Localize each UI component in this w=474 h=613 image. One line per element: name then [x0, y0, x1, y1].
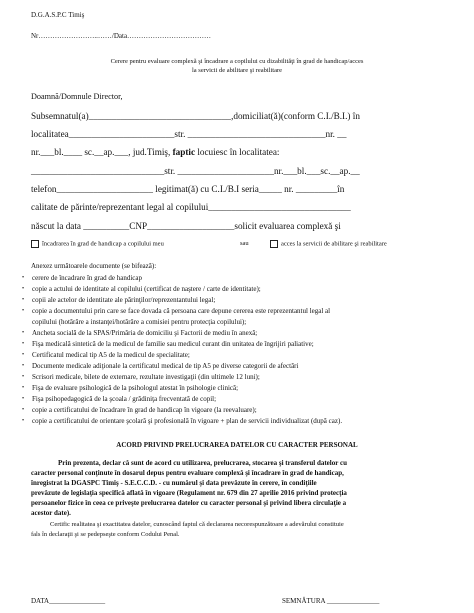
- annex-checkbox[interactable]: •: [22, 329, 25, 336]
- annex-item: Fişa medicală sintetică de la medicul de familie sau medicul curant din unitatea de îngrijiri paliative;: [32, 340, 314, 348]
- greeting: Doamnă/Domnule Director,: [31, 92, 123, 101]
- annex-checkbox[interactable]: •: [22, 274, 25, 281]
- gdpr-paragraph-line: persoanelor fizice în ceea ce priveşte prelucrarea datelor cu caracter personal şi privind libera circulaţie a: [31, 499, 347, 507]
- annex-item: Certificatul medical tip A5 de la medicul de specialitate;: [32, 351, 190, 359]
- option-sau: sau: [240, 240, 249, 247]
- certification-line: fals în declaraţii şi se pedepseşte conform Codului Penal.: [31, 531, 180, 538]
- footer-date[interactable]: DATA________________: [31, 597, 106, 605]
- annex-checkbox[interactable]: •: [22, 340, 25, 347]
- annex-item: copie a certificatului de orientare şcolară şi profesională în vigoare + plan de servicii individualizat (după caz).: [32, 417, 343, 425]
- annex-item: Scrisori medicale, bilete de externare, rezultate investigaţii (din ultimele 12 luni);: [32, 373, 260, 381]
- annex-checkbox[interactable]: •: [22, 307, 25, 314]
- annex-item: Fişa de evaluare psihologică de la psihologul atestat în psihologie clinică;: [32, 384, 239, 392]
- form-line-6: calitate de părinte/reprezentant legal al copilului_______________________________: [31, 202, 351, 212]
- option-services-label: acces la servicii de abilitare şi reabilitare: [281, 240, 387, 248]
- gdpr-paragraph-line: Prin prezenta, declar că sunt de acord cu utilizarea, prelucrarea, stocarea şi transferul datelor cu: [58, 459, 347, 467]
- form-line-4: _____________________________str. _____________________nr.___bl.___sc.__ap.__: [31, 166, 360, 176]
- annex-checkbox[interactable]: •: [22, 395, 25, 402]
- annex-checkbox[interactable]: •: [22, 351, 25, 358]
- annex-checkbox[interactable]: •: [22, 362, 25, 369]
- annex-item: Fişa psihopedagogică de la şcoala / grădiniţa frecventată de copil;: [32, 395, 217, 403]
- gdpr-paragraph-line: acestor date).: [31, 509, 71, 517]
- gdpr-title: ACORD PRIVIND PRELUCRAREA DATELOR CU CARACTER PERSONAL: [116, 441, 358, 449]
- annex-item-continuation: copilului (hotărâre a instanţei/hotărâre a comisiei pentru protecţia copilului);: [32, 318, 247, 326]
- annex-item: copie a documentului prin care se face dovada că persoana care depune cererea este reprezentantul legal al: [32, 307, 331, 315]
- form-line-5: telefon_____________________ legitimat(ă) cu C.I./B.I seria_____ nr. _________în: [31, 184, 345, 194]
- header-org: D.G.A.S.P.C Timiş: [31, 11, 85, 19]
- option-services[interactable]: [270, 240, 387, 248]
- annex-checkbox[interactable]: •: [22, 296, 25, 303]
- annex-checkbox[interactable]: •: [22, 417, 25, 424]
- annex-item: copie a certificatului de încadrare în grad de handicap în vigoare (la reevaluare);: [32, 406, 257, 414]
- annex-checkbox[interactable]: •: [22, 373, 25, 380]
- option-handicap-label: încadrarea în grad de handicap a copilului meu: [42, 240, 164, 248]
- annex-item: copie a actului de identitate al copilului (certificat de naştere / carte de identitate);: [32, 285, 261, 293]
- form-line-3c: locuiesc în localitatea:: [195, 147, 280, 157]
- gdpr-paragraph-line: înregistrat la DGASPC Timiş - S.E.C.C.D. - cu numărul şi data prevăzute în cerere, în condiţiile: [31, 479, 317, 487]
- option-services-checkbox[interactable]: [270, 240, 278, 248]
- form-line-3: [31, 147, 279, 157]
- option-handicap-checkbox[interactable]: [31, 240, 39, 248]
- annex-item: copii ale actelor de identitate ale părinţilor/reprezentantului legal;: [32, 296, 216, 304]
- annex-item: cerere de încadrare în grad de handicap: [32, 274, 142, 282]
- title-line-2: la servicii de abilitare şi reabilitare: [191, 67, 283, 74]
- form-line-3-faptic: faptic: [172, 147, 196, 157]
- annex-checkbox[interactable]: •: [22, 384, 25, 391]
- form-line-7: născut la data __________CNP___________________solicit evaluarea complexă şi: [31, 221, 341, 231]
- footer-signature[interactable]: SEMNĂTURA _______________: [282, 597, 380, 605]
- annex-item: Ancheta socială de la SPAS/Primăria de domiciliu şi Factorii de mediu în anexă;: [32, 329, 258, 337]
- annex-heading: Anexez următoarele documente (se bifează):: [31, 262, 157, 270]
- annex-checkbox[interactable]: •: [22, 406, 25, 413]
- gdpr-paragraph-line: prevăzute de legislaţia specifică aflată în vigoare (Regulament nr. 679 din 27 aprilie 2016 privind protecţia: [31, 489, 347, 497]
- annex-checkbox[interactable]: •: [22, 285, 25, 292]
- annex-item: Documente medicale adiţionale la certificatul medical de tip A5 pe diverse categorii de afectări: [32, 362, 299, 370]
- certification-line: Certific realitatea şi exactitatea datelor, cunoscând faptul că declararea necorespunzătoare a adevărului constituie: [50, 521, 344, 528]
- form-line-1: Subsemnatul(a)_______________________________,domiciliat(ă)(conform C.I./B.I.) în: [31, 111, 360, 121]
- title-line-1: Cerere pentru evaluare complexă şi încadrare a copilului cu dizabilităţi în grad de handicap/acces: [110, 58, 364, 65]
- gdpr-paragraph-line: caracter personal conţinute în dosarul depus pentru evaluare complexă şi încadrare în grad de handicap,: [31, 469, 344, 477]
- form-line-2: localitatea_______________________str. ______________________________nr. __: [31, 129, 347, 139]
- option-handicap[interactable]: [31, 240, 164, 248]
- form-line-3a: nr.___bl.____ sc.__ap.___, jud.Timiş,: [31, 147, 173, 157]
- header-nr-date: Nr……………………..……/Data………………………………: [31, 32, 212, 40]
